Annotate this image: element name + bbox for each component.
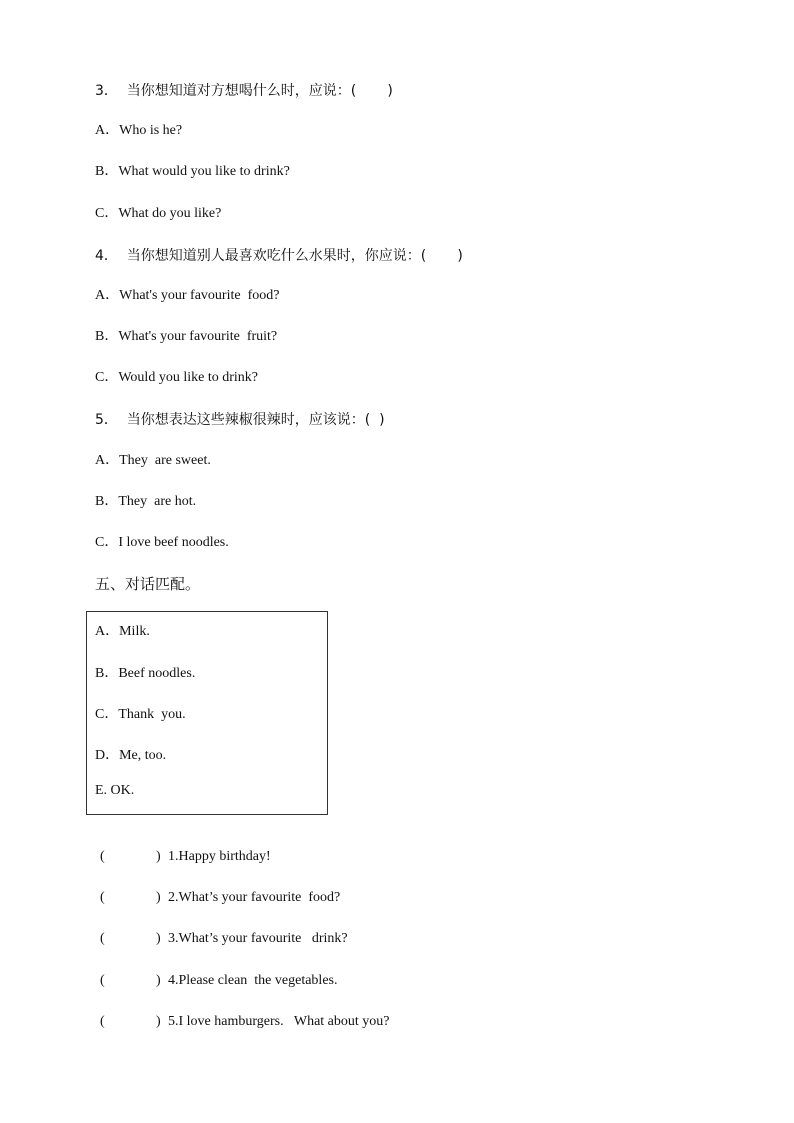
question-3-option-a: A．Who is he? xyxy=(95,123,183,138)
choices-box xyxy=(86,611,328,815)
question-4-option-a: A．What's your favourite food? xyxy=(95,288,280,303)
answer-blank-close: ) xyxy=(156,973,161,988)
choice-a: A．Milk. xyxy=(95,624,150,639)
matching-item-5 xyxy=(100,1013,390,1103)
choice-e: E. OK. xyxy=(95,783,135,798)
question-3-stem: 3． 当你想知道对方想喝什么时，应说：( ) xyxy=(95,83,393,99)
answer-blank-open: ( xyxy=(100,849,105,864)
answer-blank-open: ( xyxy=(100,1014,105,1029)
answer-blank-open: ( xyxy=(100,890,105,905)
question-4-stem: 4． 当你想知道别人最喜欢吃什么水果时，你应说：( ) xyxy=(95,248,463,264)
answer-blank-close: ) xyxy=(156,890,161,905)
choice-b: B．Beef noodles. xyxy=(95,666,196,681)
answer-blank-close: ) xyxy=(156,1014,161,1029)
matching-item-text: 1.Happy birthday! xyxy=(168,849,271,864)
question-4-option-c: C．Would you like to drink? xyxy=(95,370,258,385)
question-3-option-b: B．What would you like to drink? xyxy=(95,164,290,179)
matching-item-text: 5.I love hamburgers. What about you? xyxy=(168,1014,390,1029)
question-4-option-b: B．What's your favourite fruit? xyxy=(95,329,278,344)
question-5-option-a: A．They are sweet. xyxy=(95,453,211,468)
answer-blank-close: ) xyxy=(156,849,161,864)
section-heading: 五、对话匹配。 xyxy=(95,575,201,593)
question-3-option-c: C．What do you like? xyxy=(95,206,222,221)
answer-blank-open: ( xyxy=(100,973,105,988)
answer-blank-open: ( xyxy=(100,931,105,946)
question-5-option-c: C．I love beef noodles. xyxy=(95,535,229,550)
choice-c: C．Thank you. xyxy=(95,707,186,722)
matching-item-text: 4.Please clean the vegetables. xyxy=(168,973,338,988)
matching-item-text: 3.What’s your favourite drink? xyxy=(168,931,348,946)
question-5-option-b: B．They are hot. xyxy=(95,494,197,509)
question-5-stem: 5． 当你想表达这些辣椒很辣时，应该说：( ) xyxy=(95,412,385,428)
choice-d: D．Me, too. xyxy=(95,748,167,763)
answer-blank-close: ) xyxy=(156,931,161,946)
matching-item-text: 2.What’s your favourite food? xyxy=(168,890,341,905)
